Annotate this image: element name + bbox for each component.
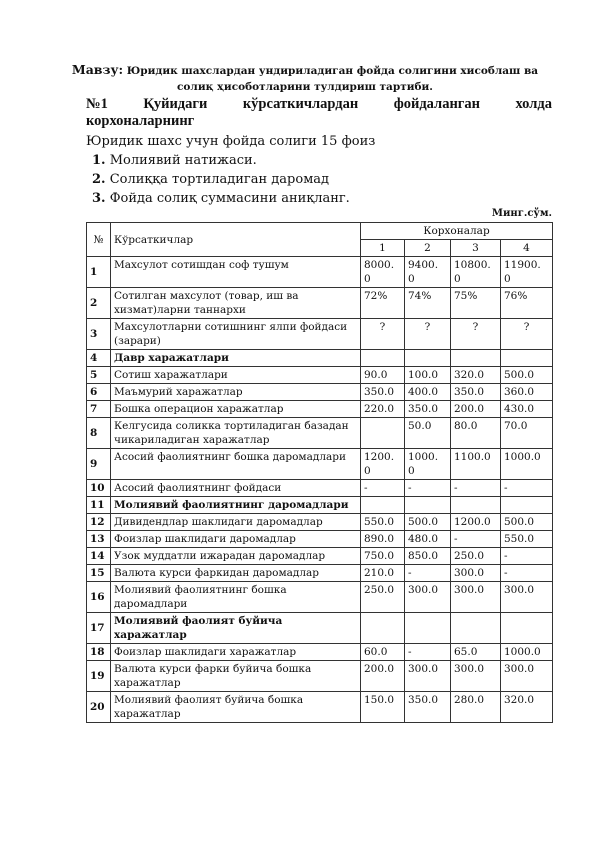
row-value-enterprise-3: 300.0 — [451, 565, 501, 582]
row-value-enterprise-2: 400.0 — [405, 384, 451, 401]
row-value-enterprise-2: 100.0 — [405, 367, 451, 384]
row-value-enterprise-1: 8000. 0 — [361, 257, 405, 288]
topic-label: Мавзу: — [71, 62, 124, 77]
row-value-enterprise-3: 250.0 — [451, 548, 501, 565]
row-number: 6 — [87, 384, 111, 401]
row-number: 2 — [87, 288, 111, 319]
task-item — [86, 151, 375, 170]
table-row — [87, 548, 553, 565]
row-value-enterprise-4: 70.0 — [501, 418, 553, 449]
row-indicator-name: Маъмурий харажатлар — [111, 384, 361, 401]
row-indicator-name: Келгусида соликка тортиладиган базадан чикариладиган харажатлар — [111, 418, 361, 449]
table-body — [87, 257, 553, 723]
row-number: 8 — [87, 418, 111, 449]
row-value-enterprise-2: 500.0 — [405, 514, 451, 531]
row-value-enterprise-4: - — [501, 480, 553, 497]
table-row — [87, 350, 553, 367]
row-indicator-name: Молиявий фаолият буйича бошка харажатлар — [111, 692, 361, 723]
header-enterprise-id: 4 — [501, 240, 553, 257]
row-value-enterprise-4: 500.0 — [501, 367, 553, 384]
task-heading — [86, 96, 552, 130]
row-value-enterprise-3: 75% — [451, 288, 501, 319]
row-value-enterprise-2: 1000. 0 — [405, 449, 451, 480]
row-number: 7 — [87, 401, 111, 418]
row-value-enterprise-1 — [361, 350, 405, 367]
row-value-enterprise-4 — [501, 497, 553, 514]
header-indicators: Кўрсаткичлар — [111, 223, 361, 257]
row-number: 4 — [87, 350, 111, 367]
table-row — [87, 531, 553, 548]
row-value-enterprise-1 — [361, 613, 405, 644]
task-heading-word: холда — [515, 96, 552, 112]
table-row — [87, 384, 553, 401]
row-value-enterprise-4: - — [501, 548, 553, 565]
row-value-enterprise-2: - — [405, 480, 451, 497]
header-number: № — [87, 223, 111, 257]
table-row — [87, 692, 553, 723]
row-value-enterprise-4: 320.0 — [501, 692, 553, 723]
table-row — [87, 497, 553, 514]
header-enterprise-id: 2 — [405, 240, 451, 257]
table-row — [87, 367, 553, 384]
row-value-enterprise-2: - — [405, 644, 451, 661]
task-number: 3. — [92, 191, 106, 206]
row-value-enterprise-4: 11900. 0 — [501, 257, 553, 288]
row-value-enterprise-1 — [361, 418, 405, 449]
task-heading-word: кўрсаткичлардан — [242, 96, 359, 112]
row-value-enterprise-1 — [361, 497, 405, 514]
row-number: 5 — [87, 367, 111, 384]
indicators-table — [86, 222, 553, 723]
row-value-enterprise-3: ? — [451, 319, 501, 350]
row-value-enterprise-1: 150.0 — [361, 692, 405, 723]
unit-label: Минг.сўм. — [491, 208, 552, 219]
row-value-enterprise-4: 300.0 — [501, 582, 553, 613]
row-value-enterprise-3 — [451, 613, 501, 644]
row-number: 11 — [87, 497, 111, 514]
row-number: 16 — [87, 582, 111, 613]
table-row — [87, 644, 553, 661]
row-value-enterprise-3: 300.0 — [451, 582, 501, 613]
row-value-enterprise-3: 320.0 — [451, 367, 501, 384]
row-value-enterprise-2: - — [405, 565, 451, 582]
row-value-enterprise-4: ? — [501, 319, 553, 350]
row-indicator-name: Валюта курси фарки буйича бошка харажатлар — [111, 661, 361, 692]
table-row — [87, 449, 553, 480]
task-text: Солиққа тортиладиган даромад — [109, 172, 330, 187]
condition-text: Юридик шахс учун фойда солиги 15 фоиз — [86, 134, 376, 149]
row-value-enterprise-1: 220.0 — [361, 401, 405, 418]
row-value-enterprise-1: 890.0 — [361, 531, 405, 548]
task-heading-word: №1 — [86, 96, 108, 112]
row-indicator-name: Молиявий фаолият буйича харажатлар — [111, 613, 361, 644]
row-indicator-name: Бошка операцион харажатлар — [111, 401, 361, 418]
task-heading-word: Қуйидаги — [143, 96, 208, 112]
row-value-enterprise-2 — [405, 350, 451, 367]
table-row — [87, 582, 553, 613]
table-row — [87, 480, 553, 497]
row-value-enterprise-2: ? — [405, 319, 451, 350]
row-number: 3 — [87, 319, 111, 350]
row-value-enterprise-4: 500.0 — [501, 514, 553, 531]
row-indicator-name: Валюта курси фаркидан даромадлар — [111, 565, 361, 582]
row-value-enterprise-1: - — [361, 480, 405, 497]
row-value-enterprise-4: 550.0 — [501, 531, 553, 548]
table-row — [87, 288, 553, 319]
table-row — [87, 319, 553, 350]
row-value-enterprise-3: 200.0 — [451, 401, 501, 418]
table-row — [87, 661, 553, 692]
row-number: 17 — [87, 613, 111, 644]
row-value-enterprise-2: 480.0 — [405, 531, 451, 548]
table-row — [87, 257, 553, 288]
row-value-enterprise-1: 90.0 — [361, 367, 405, 384]
row-value-enterprise-4: - — [501, 565, 553, 582]
row-indicator-name: Махсулотларни сотишнинг ялпи фойдаси (зарари) — [111, 319, 361, 350]
condition-block — [86, 132, 375, 208]
row-value-enterprise-4: 76% — [501, 288, 553, 319]
table-row — [87, 565, 553, 582]
row-indicator-name: Дивидендлар шаклидаги даромадлар — [111, 514, 361, 531]
row-number: 10 — [87, 480, 111, 497]
row-value-enterprise-4: 430.0 — [501, 401, 553, 418]
row-indicator-name: Фоизлар шаклидаги харажатлар — [111, 644, 361, 661]
row-value-enterprise-4 — [501, 613, 553, 644]
row-number: 18 — [87, 644, 111, 661]
row-value-enterprise-1: 750.0 — [361, 548, 405, 565]
row-value-enterprise-4: 360.0 — [501, 384, 553, 401]
row-value-enterprise-3: - — [451, 480, 501, 497]
row-value-enterprise-3: 1100.0 — [451, 449, 501, 480]
row-value-enterprise-4: 1000.0 — [501, 449, 553, 480]
row-indicator-name: Молиявий фаолиятнинг бошка даромадлари — [111, 582, 361, 613]
row-indicator-name: Асосий фаолиятнинг бошка даромадлари — [111, 449, 361, 480]
row-indicator-name: Узок муддатли ижарадан даромадлар — [111, 548, 361, 565]
row-number: 15 — [87, 565, 111, 582]
row-value-enterprise-2: 74% — [405, 288, 451, 319]
row-number: 19 — [87, 661, 111, 692]
row-value-enterprise-1: 200.0 — [361, 661, 405, 692]
row-value-enterprise-1: 1200. 0 — [361, 449, 405, 480]
table-row — [87, 418, 553, 449]
table-row — [87, 613, 553, 644]
row-value-enterprise-3 — [451, 497, 501, 514]
row-value-enterprise-1: 60.0 — [361, 644, 405, 661]
table-row — [87, 401, 553, 418]
row-value-enterprise-3: 80.0 — [451, 418, 501, 449]
row-number: 9 — [87, 449, 111, 480]
topic-text-line2: солиқ ҳисоботларини тулдириш тартиби. — [177, 81, 433, 93]
row-value-enterprise-2: 50.0 — [405, 418, 451, 449]
row-value-enterprise-1: 550.0 — [361, 514, 405, 531]
row-value-enterprise-2 — [405, 613, 451, 644]
row-number: 13 — [87, 531, 111, 548]
task-item — [86, 170, 375, 189]
row-value-enterprise-2: 850.0 — [405, 548, 451, 565]
row-value-enterprise-1: 210.0 — [361, 565, 405, 582]
topic-text-line1: Юридик шахслардан ундириладиган фойда солигини хисоблаш ва — [126, 65, 539, 77]
row-value-enterprise-1: 350.0 — [361, 384, 405, 401]
row-value-enterprise-3: 65.0 — [451, 644, 501, 661]
header-enterprise-id: 3 — [451, 240, 501, 257]
row-value-enterprise-3: 1200.0 — [451, 514, 501, 531]
row-value-enterprise-4: 1000.0 — [501, 644, 553, 661]
row-value-enterprise-3 — [451, 350, 501, 367]
row-value-enterprise-2: 350.0 — [405, 692, 451, 723]
task-heading-line2: корхоналарнинг — [86, 113, 195, 129]
row-value-enterprise-4 — [501, 350, 553, 367]
topic-block — [60, 62, 550, 95]
row-value-enterprise-3: 10800. 0 — [451, 257, 501, 288]
row-value-enterprise-1: 72% — [361, 288, 405, 319]
row-number: 20 — [87, 692, 111, 723]
row-value-enterprise-3: - — [451, 531, 501, 548]
task-text: Фойда солиқ суммасини аниқланг. — [109, 191, 350, 206]
task-number: 1. — [92, 153, 106, 168]
row-value-enterprise-2: 9400. 0 — [405, 257, 451, 288]
row-indicator-name: Сотиш харажатлари — [111, 367, 361, 384]
row-value-enterprise-3: 350.0 — [451, 384, 501, 401]
row-number: 12 — [87, 514, 111, 531]
row-number: 1 — [87, 257, 111, 288]
task-heading-word: фойдаланган — [393, 96, 480, 112]
row-indicator-name: Сотилган махсулот (товар, иш ва хизмат)ларни таннархи — [111, 288, 361, 319]
row-value-enterprise-4: 300.0 — [501, 661, 553, 692]
row-value-enterprise-3: 300.0 — [451, 661, 501, 692]
row-value-enterprise-2: 300.0 — [405, 582, 451, 613]
row-value-enterprise-1: ? — [361, 319, 405, 350]
row-value-enterprise-2 — [405, 497, 451, 514]
row-number: 14 — [87, 548, 111, 565]
header-enterprises: Корхоналар — [361, 223, 553, 240]
row-value-enterprise-2: 350.0 — [405, 401, 451, 418]
row-value-enterprise-1: 250.0 — [361, 582, 405, 613]
row-indicator-name: Давр харажатлари — [111, 350, 361, 367]
task-text: Молиявий натижаси. — [109, 153, 257, 168]
row-value-enterprise-3: 280.0 — [451, 692, 501, 723]
row-indicator-name: Молиявий фаолиятнинг даромадлари — [111, 497, 361, 514]
header-enterprise-id: 1 — [361, 240, 405, 257]
row-indicator-name: Асосий фаолиятнинг фойдаси — [111, 480, 361, 497]
task-item — [86, 189, 375, 208]
row-indicator-name: Махсулот сотишдан соф тушум — [111, 257, 361, 288]
task-number: 2. — [92, 172, 106, 187]
row-indicator-name: Фоизлар шаклидаги даромадлар — [111, 531, 361, 548]
row-value-enterprise-2: 300.0 — [405, 661, 451, 692]
table-row — [87, 514, 553, 531]
